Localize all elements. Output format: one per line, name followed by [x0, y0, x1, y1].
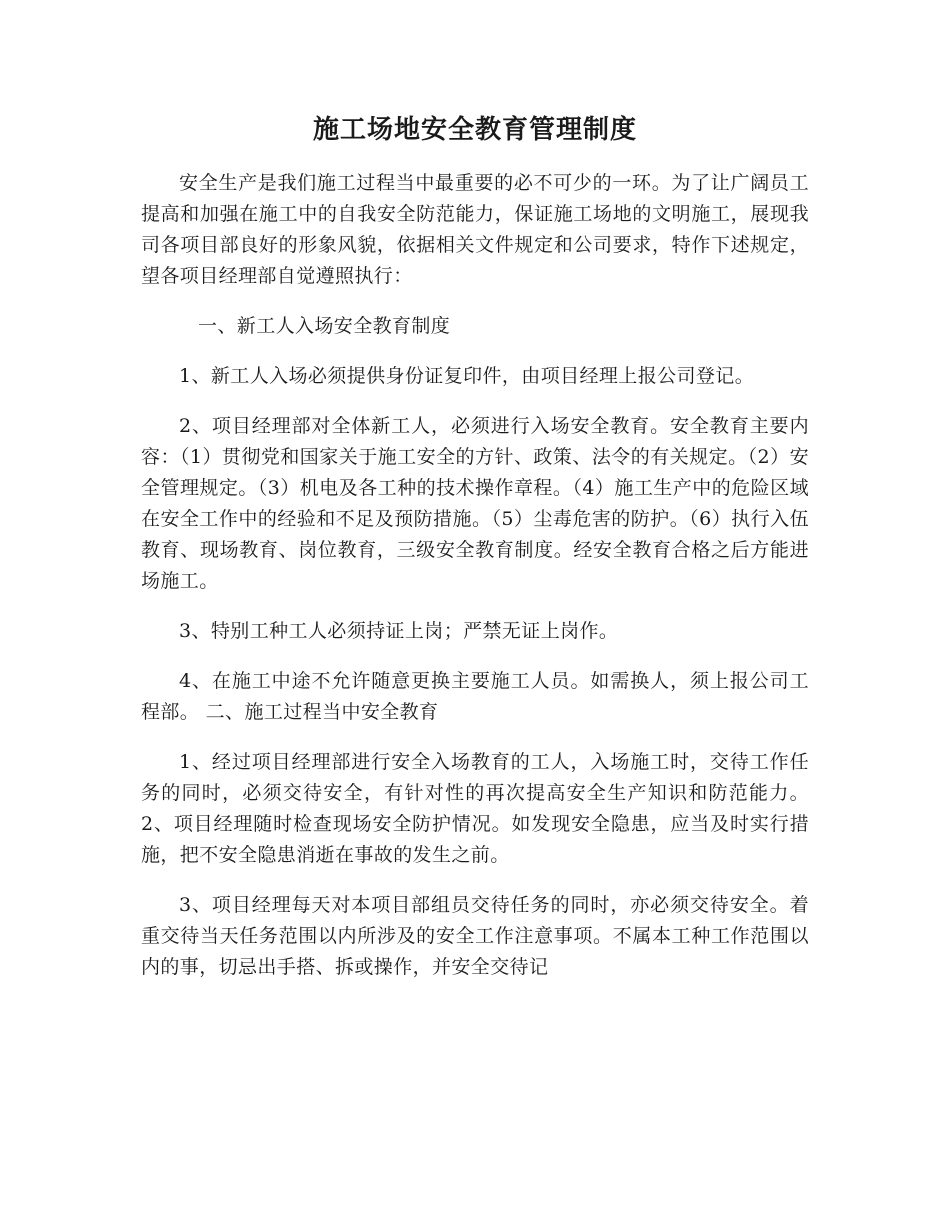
section-heading-1: 一、新工人入场安全教育制度	[198, 315, 451, 337]
paragraph-item-3: 3、特别工种工人必须持证上岗；严禁无证上岗作。	[179, 620, 619, 642]
paragraph-section2-item-3: 3、项目经理每天对本项目部组员交待任务的同时，亦必须交待安全。着重交待当天任务范围以内所涉及的安全工作注意事项。不属本工种工作范围以内的事，切忌出手搭、拆或操作，并安全交待记	[141, 894, 809, 978]
document-title: 施工场地安全教育管理制度	[312, 115, 637, 145]
document-body	[141, 108, 809, 983]
paragraph-item-4: 4、在施工中途不允许随意更换主要施工人员。如需换人，须上报公司工程部。 二、施工过程当中安全教育	[141, 670, 809, 723]
intro-paragraph: 安全生产是我们施工过程当中最重要的必不可少的一环。为了让广阔员工提高和加强在施工中的自我安全防范能力，保证施工场地的文明施工，展现我司各项目部良好的形象风貌，依据相关文件规定和公司要求，特作下述规定，望各项目经理部自觉遵照执行：	[141, 172, 809, 287]
paragraph-section2-item-1: 1、经过项目经理部进行安全入场教育的工人，入场施工时，交待工作任务的同时，必须交待安全，有针对性的再次提高安全生产知识和防范能力。2、项目经理随时检查现场安全防护情况。如发现安全隐患，应当及时实行措施，把不安全隐患消逝在事故的发生之前。	[141, 751, 809, 866]
paragraph-item-2: 2、项目经理部对全体新工人，必须进行入场安全教育。安全教育主要内容：（1）贯彻党和国家关于施工安全的方针、政策、法令的有关规定。（2）安全管理规定。（3）机电及各工种的技术操作章程。（4）施工生产中的危险区域在安全工作中的经验和不足及预防措施。（5）尘毒危害的防护。（6）执行入伍教育、现场教育、岗位教育，三级安全教育制度。经安全教育合格之后方能进场施工。	[141, 415, 809, 592]
paragraph-item-1: 1、新工人入场必须提供身份证复印件，由项目经理上报公司登记。	[179, 365, 755, 387]
